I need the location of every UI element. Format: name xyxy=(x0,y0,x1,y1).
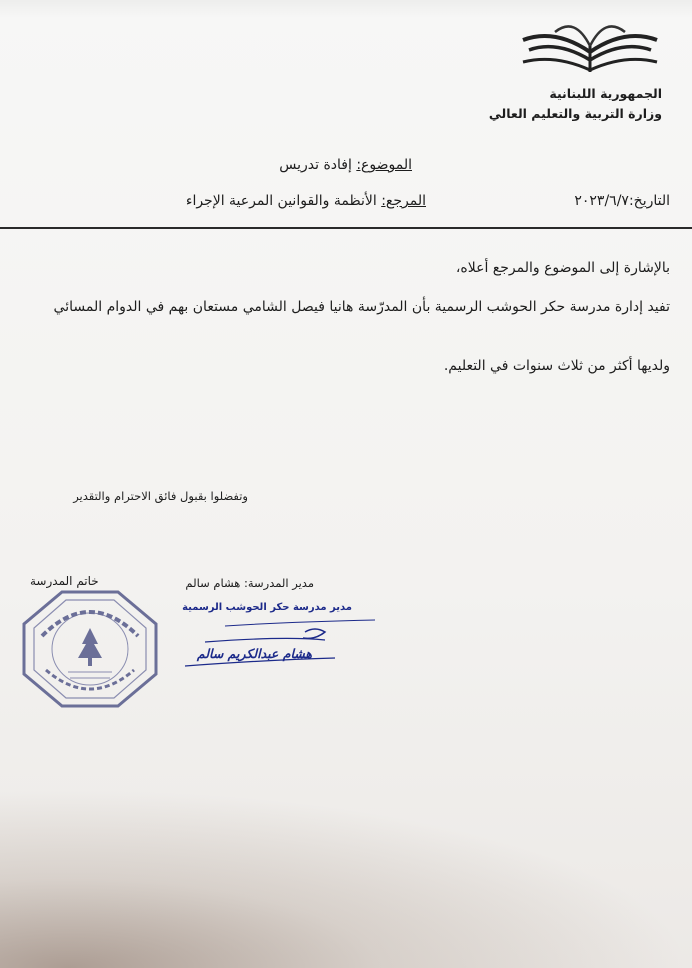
closing-line: وتفضلوا بقبول فائق الاحترام والتقدير xyxy=(73,489,248,503)
republic-name: الجمهورية اللبنانية xyxy=(549,86,662,101)
body-line-2: تفيد إدارة مدرسة حكر الحوشب الرسمية بأن المدرّسة هانيا فيصل الشامي مستعان بهم في الدوام المسائي xyxy=(53,299,670,315)
subject-line xyxy=(279,157,412,173)
reference-line xyxy=(186,193,426,209)
subject-value: إفادة تدريس xyxy=(279,157,352,173)
signature-school-title: مدير مدرسة حكر الحوشب الرسمية xyxy=(182,602,352,613)
ministry-name: وزارة التربية والتعليم العالي xyxy=(488,106,662,121)
stamp-label: خاتم المدرسة xyxy=(30,574,99,588)
page-shadow xyxy=(0,788,692,968)
subject-label: الموضوع: xyxy=(356,157,412,173)
school-stamp xyxy=(20,588,160,710)
date-line xyxy=(574,193,670,209)
ministry-logo xyxy=(515,10,665,80)
body-line-3: ولديها أكثر من ثلاث سنوات في التعليم. xyxy=(443,358,670,374)
date-value: ٢٠٢٣/٦/٧ xyxy=(574,193,629,209)
signature-name: هشام عبدالكريم سالم xyxy=(196,646,312,661)
reference-value: الأنظمة والقوانين المرعية الإجراء xyxy=(185,193,377,209)
header-divider xyxy=(0,227,692,229)
body-line-1: بالإشارة إلى الموضوع والمرجع أعلاه، xyxy=(455,260,670,276)
reference-label: المرجع: xyxy=(381,193,426,209)
ministry-header xyxy=(489,84,662,124)
principal-name: مدير المدرسة: هشام سالم xyxy=(185,576,314,590)
date-label: التاريخ: xyxy=(628,193,670,209)
